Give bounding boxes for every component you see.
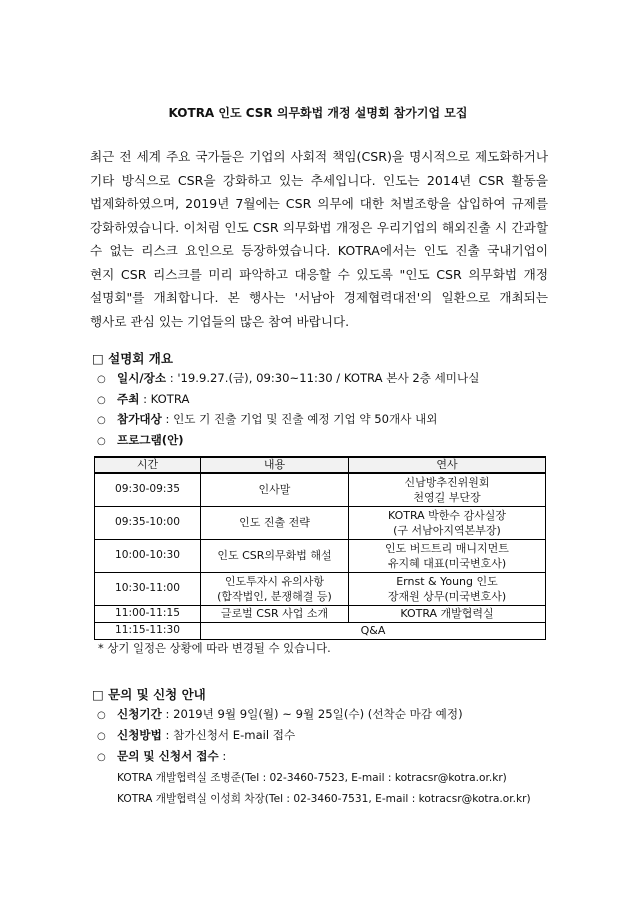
time-cell: 09:30-09:35 xyxy=(95,473,201,506)
datetime-label: 일시/장소 xyxy=(117,371,167,385)
checkbox-square-icon: □ xyxy=(92,687,104,702)
period-item xyxy=(97,706,463,722)
inquiry-heading xyxy=(92,685,206,703)
circle-bullet-icon: ○ xyxy=(97,731,106,742)
table-row xyxy=(95,622,546,639)
speaker-line: 신남방추진위원회 xyxy=(404,475,490,489)
period-value: : 2019년 9월 9일(월) ~ 9월 25일(수) (선착순 마감 예정) xyxy=(161,707,463,721)
target-label: 참가대상 xyxy=(117,412,162,426)
time-cell: 10:30-11:00 xyxy=(95,572,201,605)
content-cell: Q&A xyxy=(201,622,546,639)
table-row xyxy=(95,572,546,605)
checkbox-square-icon: □ xyxy=(92,351,104,366)
table-row xyxy=(95,605,546,622)
target-value: : 인도 기 진출 기업 및 진출 예정 기업 약 50개사 내외 xyxy=(161,412,438,426)
contact-line-2: KOTRA 개발협력실 이성희 차장(Tel : 02-3460-7531, E-mail : kotracsr@kotra.or.kr) xyxy=(117,793,531,805)
table-row xyxy=(95,506,546,539)
time-cell: 11:00-11:15 xyxy=(95,605,201,622)
table-row xyxy=(95,539,546,572)
time-cell: 11:15-11:30 xyxy=(95,622,201,639)
circle-bullet-icon: ○ xyxy=(97,752,106,763)
table-row xyxy=(95,473,546,506)
content-cell: 인도 진출 전략 xyxy=(201,506,349,539)
speaker-cell xyxy=(349,572,546,605)
circle-bullet-icon: ○ xyxy=(97,415,106,426)
speaker-line: 유지혜 대표(미국변호사) xyxy=(387,556,507,570)
datetime-value: : '19.9.27.(금), 09:30~11:30 / KOTRA 본사 2층 세미나실 xyxy=(166,371,480,385)
program-label: 프로그램(안) xyxy=(117,433,184,447)
speaker-line: 천영길 부단장 xyxy=(413,490,481,504)
header-content: 내용 xyxy=(201,457,349,473)
overview-heading-text: 설명회 개요 xyxy=(108,351,173,366)
speaker-cell xyxy=(349,539,546,572)
circle-bullet-icon: ○ xyxy=(97,374,106,385)
table-header-row xyxy=(95,457,546,473)
speaker-cell: KOTRA 개발협력실 xyxy=(349,605,546,622)
speaker-cell xyxy=(349,506,546,539)
content-line: 인도투자시 유의사항 xyxy=(224,574,325,588)
program-table xyxy=(94,456,546,640)
content-cell: 인도 CSR의무화법 해설 xyxy=(201,539,349,572)
header-speaker: 연사 xyxy=(349,457,546,473)
contact-item xyxy=(97,748,226,764)
header-time: 시간 xyxy=(95,457,201,473)
inquiry-heading-text: 문의 및 신청 안내 xyxy=(108,687,206,702)
speaker-line: (구 서남아지역본부장) xyxy=(393,523,501,537)
circle-bullet-icon: ○ xyxy=(97,710,106,721)
method-value: : 참가신청서 E-mail 접수 xyxy=(161,728,296,742)
page-title: KOTRA 인도 CSR 의무화법 개정 설명회 참가기업 모집 xyxy=(168,106,468,120)
datetime-item xyxy=(97,370,479,386)
intro-paragraph: 최근 전 세계 주요 국가들은 기업의 사회적 책임(CSR)을 명시적으로 제도화하거나 기타 방식으로 CSR을 강화하고 있는 추세입니다. 인도는 2014년 CSR 활동을 법제화하였으며, 2019년 7월에는 CSR 의무에 대한 처벌조항을 삽입하여 규제를 강화하였습니다. 이처럼 인도 CSR 의무화법 개정은 우리기업의 해외진출 시 간과할 수 없는 리스크 요인으로 등장하였습니다. KOTRA에서는 인도 진출 국내기업이 현지 CSR 리스크를 미리 파악하고 대응할 수 있도록 "인도 CSR 의무화법 개정 설명회"를 개최합니다. 본 행사는 '서남아 경제협력대전'의 일환으로 개최되는 행사로 관심 있는 기업들의 많은 참여 바랍니다. xyxy=(90,149,548,329)
period-label: 신청기간 xyxy=(117,707,162,721)
program-item xyxy=(97,432,184,448)
schedule-note: * 상기 일정은 상황에 따라 변경될 수 있습니다. xyxy=(98,641,331,655)
content-line: (합작법인, 분쟁해결 등) xyxy=(217,589,332,603)
contact-label-suffix: : xyxy=(218,749,227,763)
circle-bullet-icon: ○ xyxy=(97,436,106,447)
method-label: 신청방법 xyxy=(117,728,162,742)
time-cell: 09:35-10:00 xyxy=(95,506,201,539)
circle-bullet-icon: ○ xyxy=(97,395,106,406)
speaker-line: Ernst & Young 인도 xyxy=(396,574,498,588)
contact-line-1: KOTRA 개발협력실 조병준(Tel : 02-3460-7523, E-mail : kotracsr@kotra.or.kr) xyxy=(117,772,507,784)
host-value: : KOTRA xyxy=(139,392,190,406)
speaker-line: KOTRA 박한수 감사실장 xyxy=(387,508,507,522)
overview-heading xyxy=(92,349,173,367)
content-cell xyxy=(201,572,349,605)
content-cell: 글로벌 CSR 사업 소개 xyxy=(201,605,349,622)
speaker-cell xyxy=(349,473,546,506)
method-item xyxy=(97,727,295,743)
speaker-line: 인도 버드트리 매니지먼트 xyxy=(385,541,509,555)
content-cell: 인사말 xyxy=(201,473,349,506)
contact-label: 문의 및 신청서 접수 xyxy=(117,749,219,763)
speaker-line: 장재원 상무(미국변호사) xyxy=(387,589,507,603)
target-item xyxy=(97,411,438,427)
time-cell: 10:00-10:30 xyxy=(95,539,201,572)
host-item xyxy=(97,391,189,407)
host-label: 주최 xyxy=(117,392,140,406)
